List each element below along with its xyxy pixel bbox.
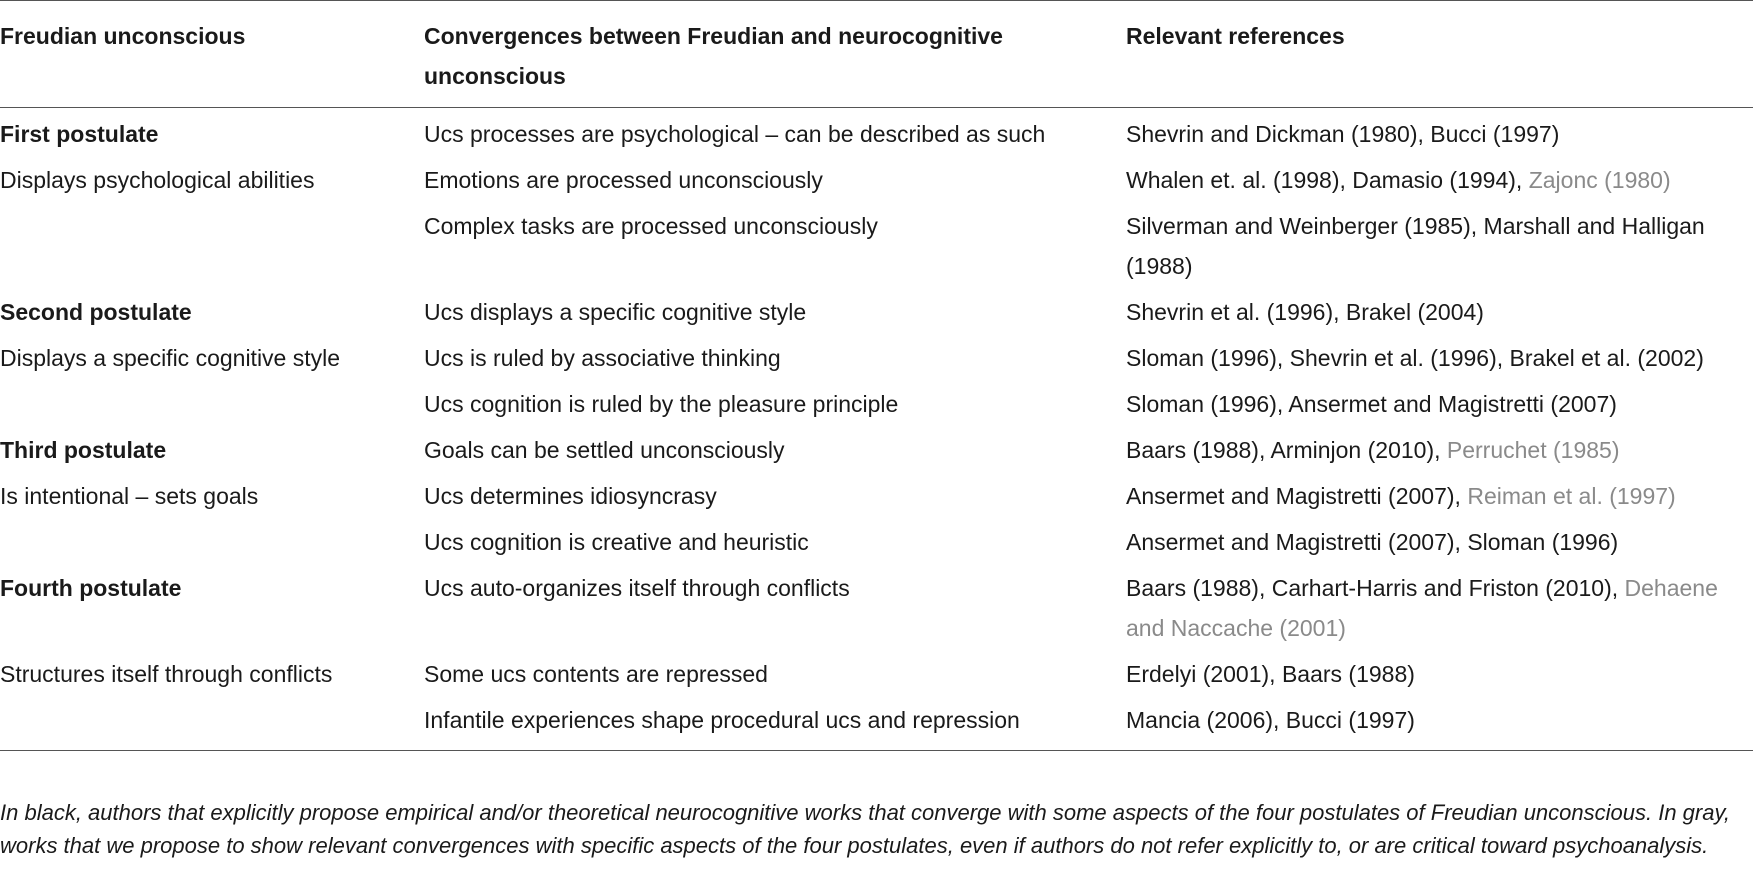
table-row bbox=[0, 287, 1753, 333]
table-row bbox=[0, 333, 1753, 379]
reference-black: Mancia (2006), Bucci (1997) bbox=[1126, 707, 1415, 733]
cell-freudian-unconscious: Displays a specific cognitive style bbox=[0, 345, 341, 371]
cell-references bbox=[1126, 695, 1753, 751]
cell-convergence: Complex tasks are processed unconsciously bbox=[424, 213, 878, 239]
cell-convergence: Emotions are processed unconsciously bbox=[424, 167, 823, 193]
reference-gray: Reiman et al. (1997) bbox=[1467, 483, 1676, 509]
cell-convergence: Ucs cognition is ruled by the pleasure principle bbox=[424, 391, 899, 417]
table-row bbox=[0, 201, 1753, 287]
cell-freudian-unconscious bbox=[0, 379, 424, 425]
cell-convergence: Ucs processes are psychological – can be described as such bbox=[424, 121, 1046, 147]
cell-convergence: Ucs auto-organizes itself through conflicts bbox=[424, 575, 850, 601]
table-row bbox=[0, 425, 1753, 471]
table-row bbox=[0, 379, 1753, 425]
cell-convergence: Some ucs contents are repressed bbox=[424, 661, 768, 687]
cell-references bbox=[1126, 379, 1753, 425]
reference-black: Shevrin and Dickman (1980), Bucci (1997) bbox=[1126, 121, 1560, 147]
table-row bbox=[0, 471, 1753, 517]
cell-freudian-unconscious: Structures itself through conflicts bbox=[0, 661, 333, 687]
cell-references bbox=[1126, 649, 1753, 695]
reference-black: Baars (1988), Arminjon (2010), bbox=[1126, 437, 1447, 463]
cell-references bbox=[1126, 287, 1753, 333]
cell-freudian-unconscious: First postulate bbox=[0, 121, 159, 147]
cell-freudian-unconscious: Is intentional – sets goals bbox=[0, 483, 259, 509]
cell-freudian-unconscious: Second postulate bbox=[0, 299, 192, 325]
header-relevant-references: Relevant references bbox=[1126, 23, 1345, 49]
cell-freudian-unconscious: Fourth postulate bbox=[0, 575, 182, 601]
cell-references bbox=[1126, 108, 1753, 156]
cell-references bbox=[1126, 517, 1753, 563]
header-freudian-unconscious: Freudian unconscious bbox=[0, 23, 246, 49]
cell-convergence: Goals can be settled unconsciously bbox=[424, 437, 785, 463]
reference-black: Ansermet and Magistretti (2007), bbox=[1126, 483, 1468, 509]
table-row bbox=[0, 517, 1753, 563]
cell-freudian-unconscious: Third postulate bbox=[0, 437, 167, 463]
cell-references bbox=[1126, 155, 1753, 201]
cell-references bbox=[1126, 425, 1753, 471]
table-body bbox=[0, 108, 1753, 751]
cell-freudian-unconscious bbox=[0, 695, 424, 751]
reference-black: Ansermet and Magistretti (2007), Sloman (1996) bbox=[1126, 529, 1619, 555]
header-convergences: Convergences between Freudian and neurocognitive unconscious bbox=[424, 23, 1003, 89]
reference-black: Erdelyi (2001), Baars (1988) bbox=[1126, 661, 1415, 687]
reference-black: Whalen et. al. (1998), Damasio (1994), bbox=[1126, 167, 1529, 193]
reference-black: Baars (1988), Carhart-Harris and Friston (2010), bbox=[1126, 575, 1625, 601]
cell-references bbox=[1126, 563, 1753, 649]
reference-black: Shevrin et al. (1996), Brakel (2004) bbox=[1126, 299, 1484, 325]
cell-freudian-unconscious bbox=[0, 201, 424, 287]
cell-references bbox=[1126, 333, 1753, 379]
table-row bbox=[0, 108, 1753, 156]
table-footnote: In black, authors that explicitly propose empirical and/or theoretical neurocognitive works that converge with some aspects of the four postulates of Freudian unconscious. In gray, works that we propose to show relevant convergences with specific aspects of the four postulates, even if authors do not refer explicitly to, or are critical toward psychoanalysis. bbox=[0, 800, 1730, 858]
cell-convergence: Infantile experiences shape procedural ucs and repression bbox=[424, 707, 1020, 733]
table-row bbox=[0, 695, 1753, 751]
cell-references bbox=[1126, 201, 1753, 287]
table-row bbox=[0, 649, 1753, 695]
reference-gray: Perruchet (1985) bbox=[1446, 437, 1620, 463]
reference-black: Sloman (1996), Ansermet and Magistretti (2007) bbox=[1126, 391, 1617, 417]
reference-black: Sloman (1996), Shevrin et al. (1996), Brakel et al. (2002) bbox=[1126, 345, 1704, 371]
reference-black: Silverman and Weinberger (1985), Marshall and Halligan (1988) bbox=[1126, 213, 1705, 279]
reference-gray: Dehaene and Naccache (2001) bbox=[1126, 575, 1718, 641]
cell-references bbox=[1126, 471, 1753, 517]
reference-gray: Zajonc (1980) bbox=[1528, 167, 1671, 193]
cell-convergence: Ucs is ruled by associative thinking bbox=[424, 345, 781, 371]
cell-convergence: Ucs determines idiosyncrasy bbox=[424, 483, 717, 509]
cell-convergence: Ucs cognition is creative and heuristic bbox=[424, 529, 809, 555]
cell-freudian-unconscious bbox=[0, 517, 424, 563]
table-row bbox=[0, 155, 1753, 201]
cell-convergence: Ucs displays a specific cognitive style bbox=[424, 299, 807, 325]
table-header-row bbox=[0, 1, 1753, 108]
cell-freudian-unconscious: Displays psychological abilities bbox=[0, 167, 315, 193]
table-row bbox=[0, 563, 1753, 649]
